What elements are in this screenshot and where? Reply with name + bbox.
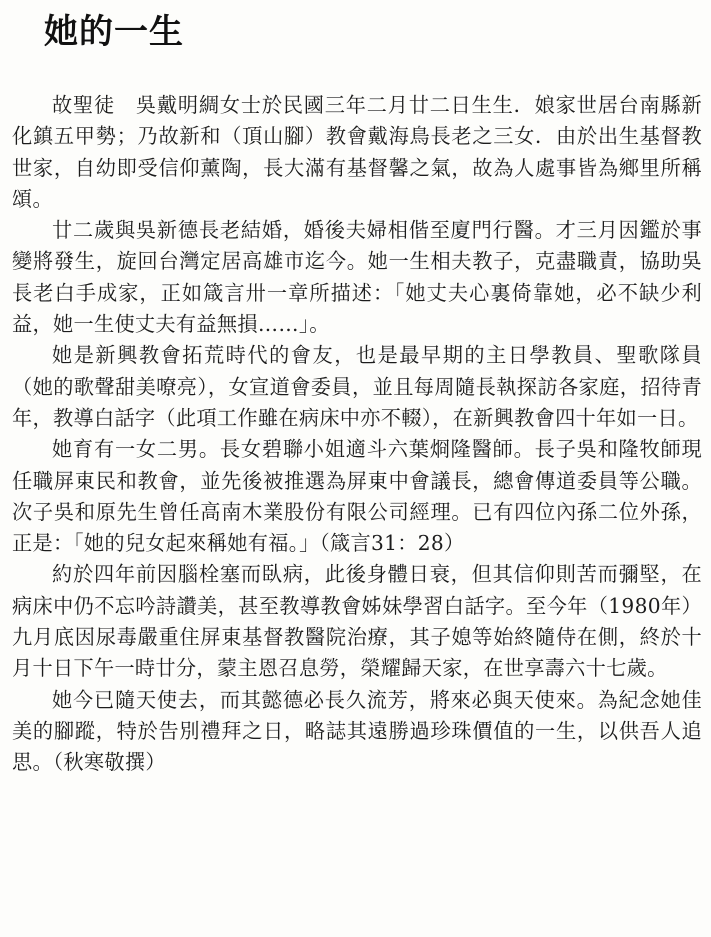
paragraph-birth: 故聖徒 吳戴明綢女士於民國三年二月廿二日生生．娘家世居台南縣新化鎮五甲勢；乃故新和（頂山腳）教會戴海鳥長老之三女．由於出生基督教世家，自幼即受信仰薰陶，長大滿有基督馨之氣，故為人處事皆為鄉里所稱頌。 [12,93,702,211]
paragraph-illness: 約於四年前因腦栓塞而臥病，此後身體日衰，但其信仰則苦而彌堅，在病床中仍不忘吟詩讚美，甚至教導教會姊妹學習白話字。至今年（1980年）九月底因尿毒嚴重住屏東基督教醫院治療，其子媳等始終隨侍在側，終於十月十日下午一時廿分，蒙主恩召息勞，榮耀歸天家，在世享壽六十七歲。 [12,562,702,681]
page-title: 她的一生 [44,12,184,52]
article-body [12,90,702,779]
paragraph-church-service: 她是新興教會拓荒時代的會友，也是最早期的主日學教員、聖歌隊員（她的歌聲甜美嘹亮），女宣道會委員，並且每周隨長執探訪各家庭，招待青年，教導白話字（此項工作雖在病床中亦不輟），在新興教會四十年如一日。 [12,343,702,430]
paragraph-memorial: 她今已隨天使去，而其懿德必長久流芳，將來必與天使來。為紀念她佳美的腳蹤，特於告別禮拜之日，略誌其遠勝過珍珠價值的一生，以供吾人追思。（秋寒敬撰） [12,687,702,775]
paragraph-marriage: 廿二歲與吳新德長老結婚，婚後夫婦相偕至廈門行醫。才三月因鑑於事變將發生，旋回台灣定居高雄市迄今。她一生相夫教子，克盡職責，協助吳長老白手成家，正如箴言卅一章所描述：「她丈夫心裏倚靠她，必不缺少利益，她一生使丈夫有益無損……」。 [12,218,702,337]
paragraph-children: 她育有一女二男。長女碧聯小姐適斗六葉烱隆醫師。長子吳和隆牧師現任職屏東民和教會，並先後被推選為屏東中會議長，總會傳道委員等公職。次子吳和原先生曾任高南木業股份有限公司經理。已有四位內孫二位外孫，正是：「她的兒女起來稱她有福。」（箴言31：28） [12,437,702,556]
